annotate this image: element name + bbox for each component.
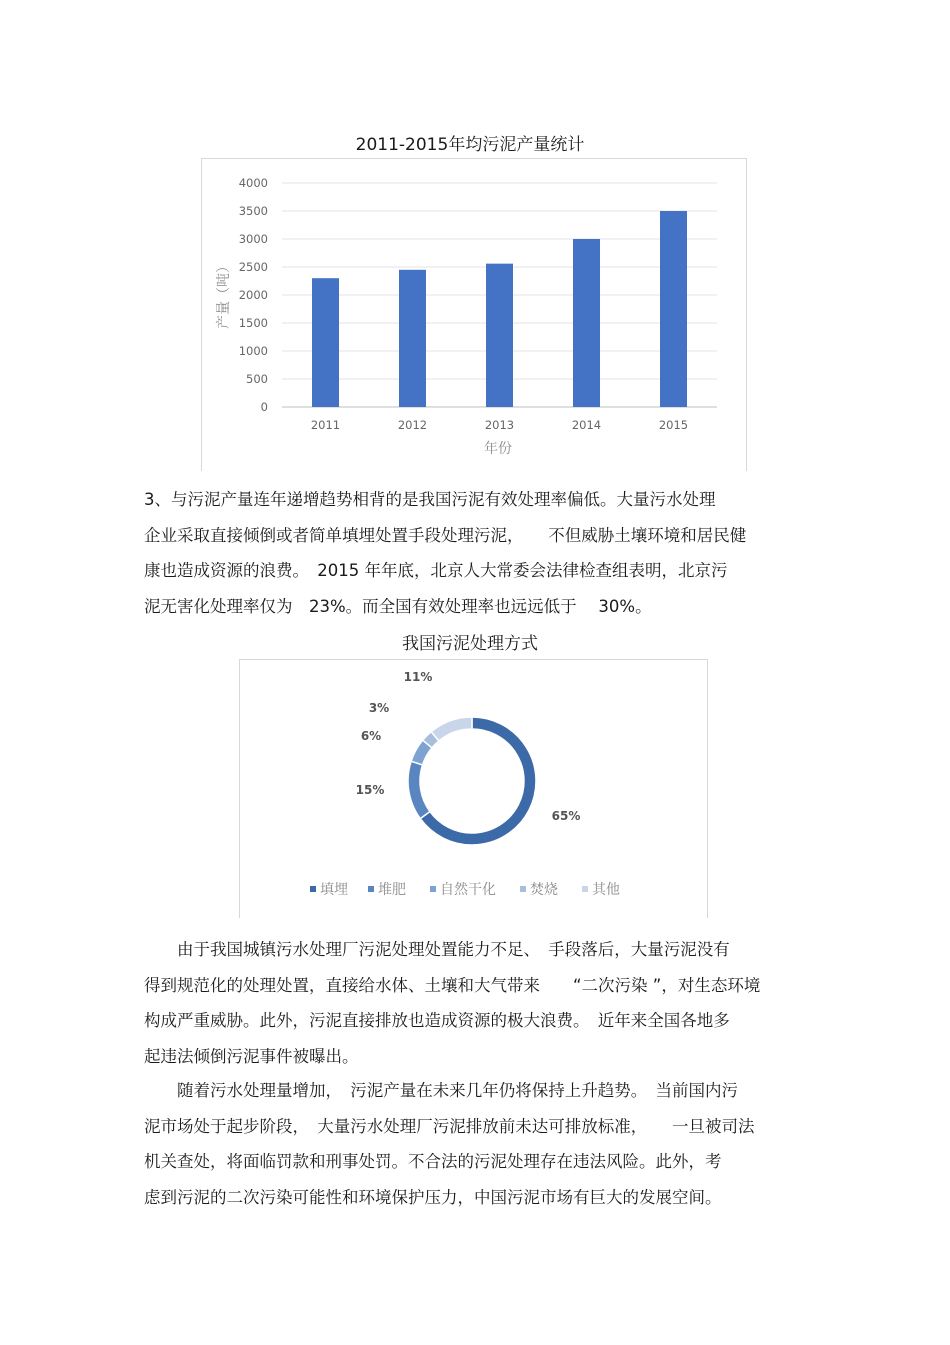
- paragraph-line: 3、与污泥产量连年递增趋势相背的是我国污泥有效处理率偏低。大量污水处理: [144, 490, 716, 509]
- donut-chart-labels: [356, 670, 581, 823]
- legend-swatch: [430, 886, 436, 892]
- paragraph-line: 康也造成资源的浪费。 2015 年年底，北京人大常委会法律检查组表明，北京污: [144, 561, 728, 580]
- bar-2011: [312, 278, 339, 407]
- donut-chart: [240, 660, 707, 918]
- bar-chart-frame: [201, 158, 747, 471]
- donut-data-label: 15%: [355, 783, 385, 797]
- paragraph-line: 起违法倾倒污泥事件被曝出。: [144, 1046, 359, 1066]
- bar-2012: [399, 270, 426, 407]
- bar-chart-y-tick-label: 2500: [238, 260, 268, 274]
- legend-label: 自然干化: [440, 882, 496, 898]
- legend-label: 焚烧: [530, 882, 558, 898]
- legend-swatch: [310, 886, 316, 892]
- bar-chart-x-tick-label: 2014: [571, 418, 602, 432]
- bar-chart-x-tick-label: 2013: [484, 418, 515, 432]
- paragraph-line: 企业采取直接倾倒或者简单填埋处置手段处理污泥， 不但威胁土壤环境和居民健: [144, 525, 747, 545]
- paragraph-line: 构成严重威胁。此外，污泥直接排放也造成资源的极大浪费。 近年来全国各地多: [144, 1011, 730, 1030]
- bar-chart-x-tick-label: 2011: [310, 418, 341, 432]
- bar-chart-x-tick-label: 2012: [397, 418, 428, 432]
- bar-chart: [202, 159, 746, 471]
- legend-swatch: [582, 886, 588, 892]
- legend-label: 堆肥: [378, 882, 406, 898]
- donut-data-label: 6%: [360, 729, 382, 743]
- bar-chart-y-tick-label: 1000: [238, 344, 268, 358]
- bar-2013: [486, 264, 513, 407]
- donut-slice-2: [408, 761, 430, 818]
- paragraph-line: 由于我国城镇污水处理厂污泥处理处置能力不足、 手段落后，大量污泥没有: [144, 940, 730, 959]
- bar-chart-bars: [312, 211, 687, 407]
- bar-chart-title: 2011-2015年均污泥产量统计: [355, 135, 585, 155]
- donut-data-label: 3%: [368, 701, 390, 715]
- donut-chart-frame: [239, 659, 708, 918]
- paragraph-secondary-pollution: [144, 932, 760, 1074]
- donut-data-label: 11%: [403, 670, 433, 684]
- paragraph-line: 随着污水处理量增加， 污泥产量在未来几年仍将保持上升趋势。 当前国内污: [144, 1081, 738, 1100]
- bar-chart-y-tick-label: 2000: [238, 288, 268, 302]
- bar-chart-y-tick-label: 3000: [238, 232, 268, 246]
- bar-2014: [573, 239, 600, 407]
- donut-data-label: 65%: [551, 809, 581, 823]
- paragraph-sludge-treatment-rate: [144, 482, 746, 624]
- donut-chart-legend: [310, 881, 620, 898]
- paragraph-line: 虑到污泥的二次污染可能性和环境保护压力，中国污泥市场有巨大的发展空间。: [144, 1187, 722, 1207]
- donut-chart-title: 我国污泥处理方式: [402, 634, 538, 654]
- bar-chart-x-ticks: [311, 418, 688, 432]
- bar-chart-y-tick-label: 500: [246, 372, 268, 386]
- bar-chart-y-ticks: [239, 176, 268, 414]
- donut-chart-slices: [408, 717, 536, 845]
- legend-label: 填埋: [320, 882, 348, 898]
- paragraph-line: 泥无害化处理率仅为 23%。而全国有效处理率也远远低于 30%。: [144, 596, 652, 616]
- legend-swatch: [368, 886, 374, 892]
- paragraph-line: 泥市场处于起步阶段， 大量污水处理厂污泥排放前未达可排放标准， 一旦被司法: [144, 1116, 755, 1136]
- donut-slice-5: [431, 717, 472, 741]
- bar-chart-x-axis-label: 年份: [484, 441, 512, 457]
- bar-chart-y-tick-label: 4000: [238, 176, 268, 190]
- paragraph-line: 机关查处，将面临罚款和刑事处罚。不合法的污泥处理存在违法风险。此外，考: [144, 1152, 722, 1171]
- paragraph-market-outlook: [144, 1073, 755, 1215]
- bar-chart-x-tick-label: 2015: [658, 418, 689, 432]
- bar-chart-y-tick-label: 3500: [238, 204, 268, 218]
- legend-label: 其他: [592, 882, 620, 898]
- bar-2015: [660, 211, 687, 407]
- bar-chart-y-axis-label: 产量（吨）: [216, 259, 232, 329]
- legend-swatch: [520, 886, 526, 892]
- bar-chart-y-tick-label: 1500: [238, 316, 268, 330]
- bar-chart-y-tick-label: 0: [260, 400, 268, 414]
- paragraph-line: 得到规范化的处理处置，直接给水体、土壤和大气带来 “二次污染 ”，对生态环境: [144, 975, 761, 995]
